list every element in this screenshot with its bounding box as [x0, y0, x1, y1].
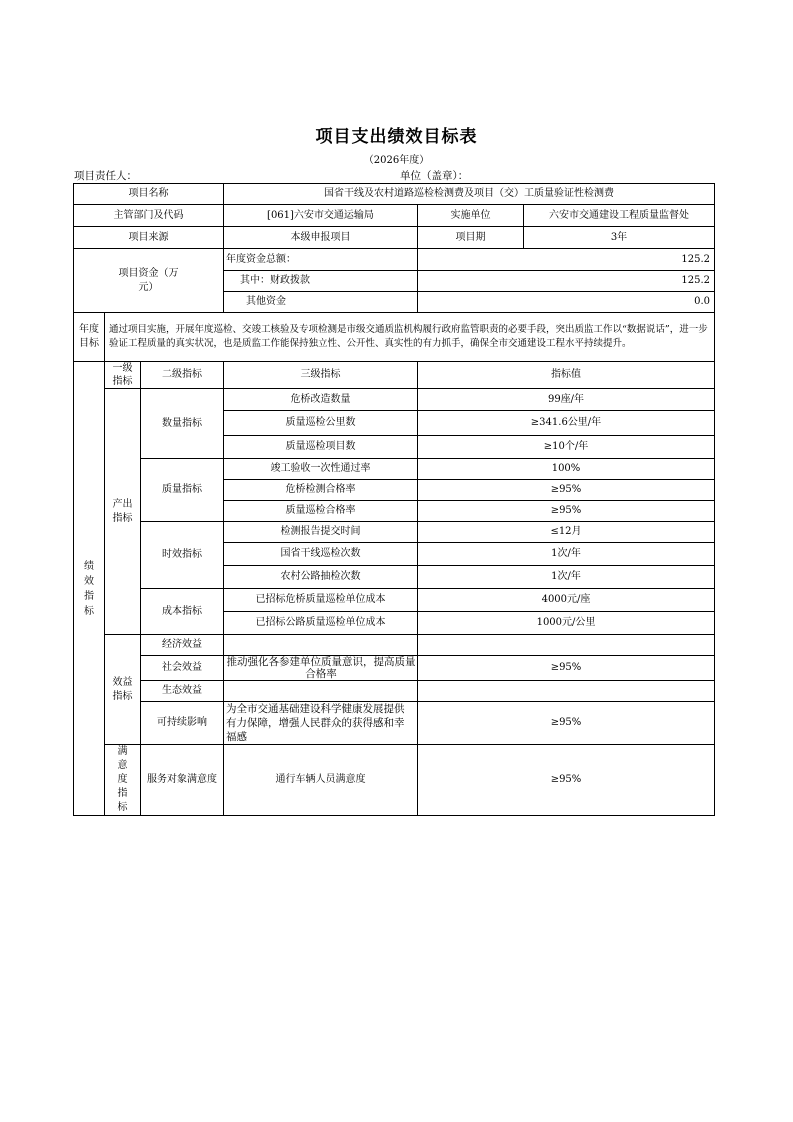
economic-benefit-label: 经济效益 [141, 635, 224, 656]
indicator-value: 99座/年 [418, 389, 715, 411]
project-source-label: 项目来源 [74, 227, 224, 249]
indicator-value: 1000元/公里 [418, 612, 715, 635]
other-funds-value: 0.0 [418, 292, 715, 313]
indicator-name: 已招标危桥质量巡检单位成本 [224, 589, 418, 612]
indicator-name: 质量巡检公里数 [224, 411, 418, 436]
implementing-unit-label: 实施单位 [418, 205, 524, 227]
annual-goal-label: 年度目标 [74, 313, 105, 362]
level1-header: 一级指标 [105, 362, 141, 389]
indicator-value: ≥10个/年 [418, 436, 715, 459]
indicator-name: 已招标公路质量巡检单位成本 [224, 612, 418, 635]
satisfaction-indicators-label: 满意度指标 [105, 745, 141, 816]
project-name-row [74, 184, 715, 205]
department-value: [061]六安市交通运输局 [224, 205, 418, 227]
level2-header: 二级指标 [141, 362, 224, 389]
indicator-row [74, 589, 715, 612]
indicator-value: 1次/年 [418, 566, 715, 589]
indicator-name: 农村公路抽检次数 [224, 566, 418, 589]
indicator-value: ≤12月 [418, 522, 715, 543]
indicator-value: ≥95% [418, 480, 715, 501]
indicator-row [74, 656, 715, 681]
project-funds-label: 项目资金（万元） [74, 249, 224, 313]
quantity-indicators-label: 数量指标 [141, 389, 224, 459]
indicator-name: 危桥改造数量 [224, 389, 418, 411]
output-indicators-label: 产出指标 [105, 389, 141, 635]
department-row [74, 205, 715, 227]
quality-indicators-label: 质量指标 [141, 459, 224, 522]
indicator-name: 检测报告提交时间 [224, 522, 418, 543]
fiscal-year: （2026年度） [363, 155, 430, 166]
indicator-value [418, 635, 715, 656]
indicator-value: ≥95% [418, 702, 715, 745]
indicator-name: 通行车辆人员满意度 [224, 745, 418, 816]
service-satisfaction-label: 服务对象满意度 [141, 745, 224, 816]
cost-indicators-label: 成本指标 [141, 589, 224, 635]
indicator-value: ≥95% [418, 501, 715, 522]
funds-total-row [74, 249, 715, 271]
indicator-value: 100% [418, 459, 715, 480]
project-name-value: 国省干线及农村道路巡检检测费及项目（交）工质量验证性检测费 [224, 184, 715, 205]
indicator-row [74, 745, 715, 816]
indicator-value: 1次/年 [418, 543, 715, 566]
indicator-row [74, 522, 715, 543]
fiscal-allocation-label: 其中：财政拨款 [224, 271, 418, 292]
indicator-row [74, 635, 715, 656]
indicator-name: 质量巡检合格率 [224, 501, 418, 522]
social-benefit-label: 社会效益 [141, 656, 224, 681]
indicator-name: 推动强化各参建单位质量意识，提高质量合格率 [224, 656, 418, 681]
project-name-label: 项目名称 [74, 184, 224, 205]
ecological-benefit-label: 生态效益 [141, 681, 224, 702]
indicator-row [74, 389, 715, 411]
timeliness-indicators-label: 时效指标 [141, 522, 224, 589]
page-title: 项目支出绩效目标表 [315, 127, 478, 147]
indicator-value-header: 指标值 [418, 362, 715, 389]
indicator-name [224, 681, 418, 702]
implementing-unit-value: 六安市交通建设工程质量监督处 [524, 205, 715, 227]
unit-seal-label: 单位（盖章）： [400, 170, 469, 182]
performance-indicators-label: 绩效指标 [74, 362, 105, 816]
indicator-row [74, 459, 715, 480]
indicator-name: 国省干线巡检次数 [224, 543, 418, 566]
annual-goal-text: 通过项目实施，开展年度巡检、交竣工核验及专项检测是市级交通质监机构履行政府监管职责的必要手段，突出质监工作以“数据说话”，进一步验证工程质量的真实状况，也是质监工作能保持独立性、公开性、真实性的有力抓手，确保全市交通建设工程水平持续提升。 [105, 313, 715, 362]
indicator-header-row [74, 362, 715, 389]
annual-total-label: 年度资金总额： [224, 249, 418, 271]
indicator-value: 4000元/座 [418, 589, 715, 612]
indicator-value [418, 681, 715, 702]
annual-goal-row [74, 313, 715, 362]
indicator-name: 为全市交通基础建设科学健康发展提供有力保障，增强人民群众的获得感和幸福感 [224, 702, 418, 745]
level3-header: 三级指标 [224, 362, 418, 389]
indicator-value: ≥341.6公里/年 [418, 411, 715, 436]
indicator-row [74, 702, 715, 745]
fiscal-allocation-value: 125.2 [418, 271, 715, 292]
project-period-value: 3年 [524, 227, 715, 249]
sustainability-label: 可持续影响 [141, 702, 224, 745]
indicator-value: ≥95% [418, 656, 715, 681]
other-funds-label: 其他资金 [224, 292, 418, 313]
source-row [74, 227, 715, 249]
indicator-name: 质量巡检项目数 [224, 436, 418, 459]
annual-total-value: 125.2 [418, 249, 715, 271]
indicator-value: ≥95% [418, 745, 715, 816]
responsible-person-label: 项目责任人： [74, 170, 137, 182]
benefit-indicators-label: 效益指标 [105, 635, 141, 745]
department-label: 主管部门及代码 [74, 205, 224, 227]
indicator-name: 危桥检测合格率 [224, 480, 418, 501]
indicator-name [224, 635, 418, 656]
performance-target-table [73, 183, 715, 816]
project-source-value: 本级申报项目 [224, 227, 418, 249]
indicator-name: 竣工验收一次性通过率 [224, 459, 418, 480]
indicator-row [74, 681, 715, 702]
project-period-label: 项目期 [418, 227, 524, 249]
